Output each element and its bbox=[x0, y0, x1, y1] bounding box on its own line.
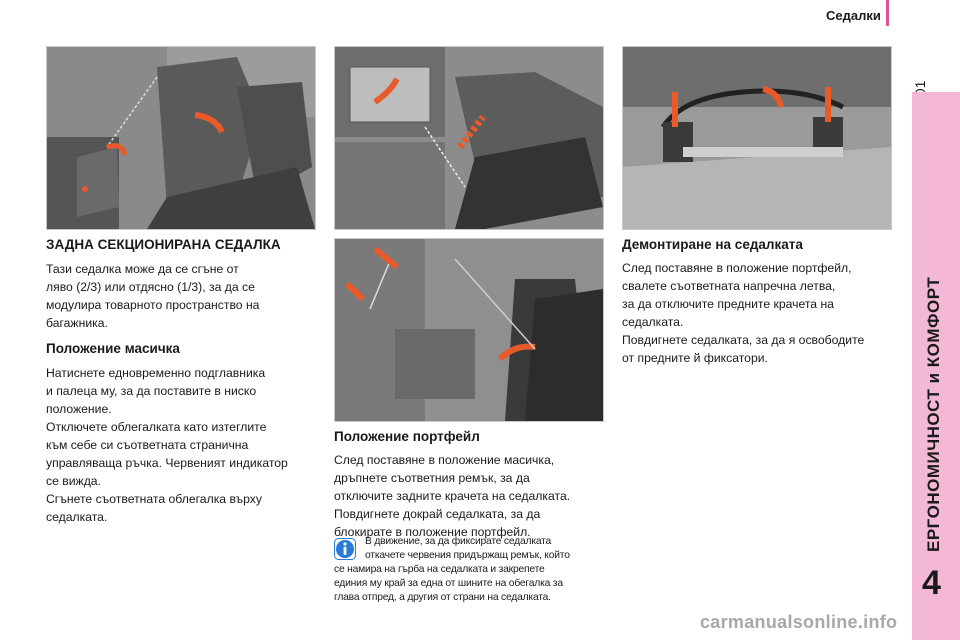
photo-seat-strap bbox=[334, 238, 604, 422]
table-position-text bbox=[46, 364, 288, 526]
text-line: за да отключите предните крачета на bbox=[622, 297, 834, 311]
text-line: Повдигнете докрай седалката, за да bbox=[334, 507, 541, 521]
text-line: се вижда. bbox=[46, 474, 101, 488]
text-line: глава отпред, а другия от страни на седалката. bbox=[334, 592, 551, 603]
heading-rear-seat: ЗАДНА СЕКЦИОНИРАНА СЕДАЛКА bbox=[46, 237, 281, 252]
text-line: Натиснете едновременно подглавника bbox=[46, 366, 266, 380]
text-line: седалката. bbox=[622, 315, 684, 329]
seat-removal-text bbox=[622, 259, 864, 367]
text-line: ляво (2/3) или отдясно (1/3), за да се bbox=[46, 280, 255, 294]
briefcase-position-text bbox=[334, 451, 570, 541]
chapter-sidebar bbox=[912, 92, 960, 640]
photo-seat-rails bbox=[622, 46, 892, 230]
info-icon bbox=[334, 538, 356, 560]
text-line: и палеца му, за да поставите в ниско bbox=[46, 384, 257, 398]
text-line: дръпнете съответния ремък, за да bbox=[334, 471, 530, 485]
text-line: Тази седалка може да се сгъне от bbox=[46, 262, 239, 276]
text-line: към себе си съответната странична bbox=[46, 438, 249, 452]
text-line: блокирате в положение портфейл. bbox=[334, 525, 531, 539]
text-line: се намира на гърба на седалката и закрепете bbox=[334, 564, 545, 575]
text-line: Отключете облегалката като изтеглите bbox=[46, 420, 267, 434]
text-line: откачете червения придържащ ремък, който bbox=[365, 550, 570, 561]
info-note bbox=[365, 535, 570, 563]
photo-seat-folded bbox=[334, 46, 604, 230]
text-line: Сгънете съответната облегалка върху bbox=[46, 492, 262, 506]
text-line: В движение, за да фиксирате седалката bbox=[365, 536, 552, 547]
header-divider bbox=[886, 0, 889, 26]
text-line: управляваща ръчка. Червеният индикатор bbox=[46, 456, 288, 470]
text-line: седалката. bbox=[46, 510, 108, 524]
text-line: След поставяне в положение портфейл, bbox=[622, 261, 852, 275]
text-line: багажника. bbox=[46, 316, 108, 330]
text-line: След поставяне в положение масичка, bbox=[334, 453, 555, 467]
text-line: положение. bbox=[46, 402, 112, 416]
text-line: единия му край за една от шините на обегалка за bbox=[334, 578, 563, 589]
chapter-number: 4 bbox=[922, 564, 941, 602]
watermark: carmanualsonline.info bbox=[700, 612, 898, 632]
rear-seat-intro bbox=[46, 260, 259, 332]
text-line: отключите задните крачета на седалката. bbox=[334, 489, 571, 503]
heading-seat-removal: Демонтиране на седалката bbox=[622, 237, 803, 252]
section-title: Седалки bbox=[826, 8, 881, 23]
info-note-continued bbox=[334, 563, 563, 605]
text-line: модулира товарното пространство на bbox=[46, 298, 260, 312]
photo-rear-seat bbox=[46, 46, 316, 230]
chapter-title: ЕРГОНОМИЧНОСТ и КОМФОРТ bbox=[924, 276, 943, 552]
heading-briefcase-position: Положение портфейл bbox=[334, 429, 480, 444]
text-line: свалете съответната напречна летва, bbox=[622, 279, 836, 293]
heading-table-position: Положение масичка bbox=[46, 341, 180, 356]
text-line: от предните й фиксатори. bbox=[622, 351, 768, 365]
text-line: Повдигнете седалката, за да я освободите bbox=[622, 333, 865, 347]
